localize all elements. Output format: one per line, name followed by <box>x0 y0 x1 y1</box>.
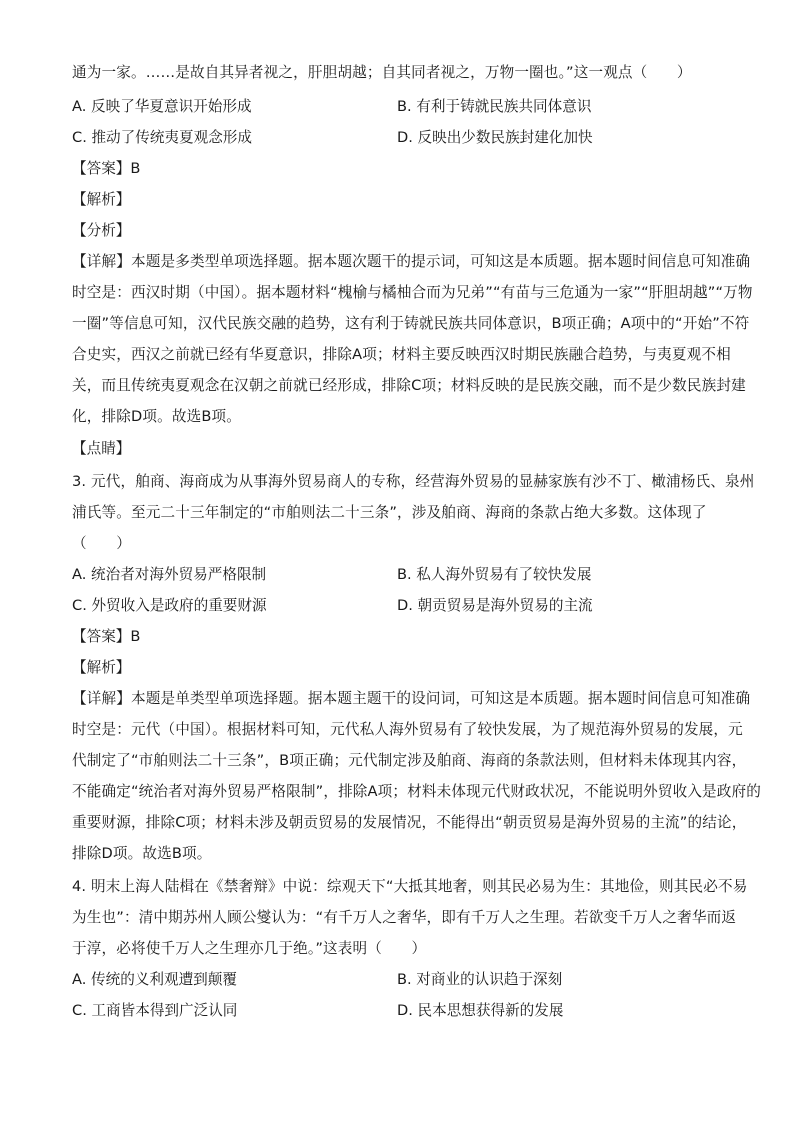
q3-detail-line: 时空是：元代（中国）。根据材料可知，元代私人海外贸易有了较快发展，为了规范海外贸易的发展，元 <box>72 721 743 738</box>
q3-option-b: B. 私人海外贸易有了较快发展 <box>397 566 592 583</box>
q2-dianjing-heading: 【点睛】 <box>72 440 131 457</box>
q3-analysis-heading: 【解析】 <box>72 659 131 676</box>
q2-option-a: A. 反映了华夏意识开始形成 <box>72 98 252 115</box>
question-2-stem-tail: 通为一家。……是故自其异者视之，肝胆胡越；自其同者视之，万物一圈也。”这一观点（ ） <box>72 64 692 81</box>
q3-stem-line: 3. 元代，舶商、海商成为从事海外贸易商人的专称，经营海外贸易的显赫家族有沙不丁、橄浦杨氏、泉州 <box>72 473 755 490</box>
q2-detail-line: 时空是：西汉时期（中国）。据本题材料“槐榆与橘柚合而为兄弟”“有苗与三危通为一家”“肝胆胡越”“万物 <box>72 284 753 301</box>
q4-option-c: C. 工商皆本得到广泛认同 <box>72 1002 238 1019</box>
q2-analysis-heading: 【解析】 <box>72 191 131 208</box>
q4-option-d: D. 民本思想获得新的发展 <box>397 1002 564 1019</box>
q3-stem-line: 浦氏等。至元二十三年制定的“市舶则法二十三条”，涉及舶商、海商的条款占绝大多数。这体现了 <box>72 504 707 521</box>
q4-option-a: A. 传统的义利观遭到颠覆 <box>72 971 237 988</box>
q3-detail-line: 代制定了“市舶则法二十三条”，B项正确；元代制定涉及舶商、海商的条款法则，但材料未体现其内容， <box>72 752 747 769</box>
q2-detail-line: 合史实，西汉之前就已经有华夏意识，排除A项；材料主要反映西汉时期民族融合趋势，与夷夏观不相 <box>72 346 731 363</box>
q3-option-a: A. 统治者对海外贸易严格限制 <box>72 566 267 583</box>
q4-stem-line: 于淳，必将使千万人之生理亦几于绝。”这表明（ ） <box>72 940 427 957</box>
q3-detail-line: 重要财源，排除C项；材料未涉及朝贡贸易的发展情况，不能得出“朝贡贸易是海外贸易的主流”的结论， <box>72 814 747 831</box>
q2-detail-line: 一圈”等信息可知，汉代民族交融的趋势，这有利于铸就民族共同体意识，B项正确；A项中的“开始”不符 <box>72 315 750 332</box>
q2-option-b: B. 有利于铸就民族共同体意识 <box>397 98 592 115</box>
q2-detail-line: 关，而且传统夷夏观念在汉朝之前就已经形成，排除C项；材料反映的是民族交融，而不是少数民族封建 <box>72 377 746 394</box>
q2-detail-line: 【详解】本题是多类型单项选择题。据本题次题干的提示词，可知这是本质题。据本题时间信息可知准确 <box>72 253 751 270</box>
q3-option-d: D. 朝贡贸易是海外贸易的主流 <box>397 597 593 614</box>
q2-option-d: D. 反映出少数民族封建化加快 <box>397 129 593 146</box>
q2-fenxi-heading: 【分析】 <box>72 222 131 239</box>
q3-stem-line: （ ） <box>72 535 131 552</box>
q2-option-c: C. 推动了传统夷夏观念形成 <box>72 129 253 146</box>
q3-detail-line: 排除D项。故选B项。 <box>72 845 212 862</box>
q4-option-b: B. 对商业的认识趋于深刻 <box>397 971 563 988</box>
q3-detail-line: 【详解】本题是单类型单项选择题。据本题主题干的设问词，可知这是本质题。据本题时间信息可知准确 <box>72 690 751 707</box>
q2-answer: 【答案】B <box>72 160 141 177</box>
q2-detail-line: 化，排除D项。故选B项。 <box>72 408 241 425</box>
q3-answer: 【答案】B <box>72 628 141 645</box>
q4-stem-line: 为生也”：清中期苏州人顾公燮认为：“有千万人之奢华，即有千万人之生理。若欲变千万人之奢华而返 <box>72 909 737 926</box>
q3-option-c: C. 外贸收入是政府的重要财源 <box>72 597 267 614</box>
q3-detail-line: 不能确定“统治者对海外贸易严格限制”，排除A项；材料未体现元代财政状况，不能说明外贸收入是政府的 <box>72 783 762 800</box>
q4-stem-line: 4. 明末上海人陆楫在《禁奢辩》中说：综观天下“大抵其地奢，则其民必易为生：其地俭，则其民必不易 <box>72 878 748 895</box>
